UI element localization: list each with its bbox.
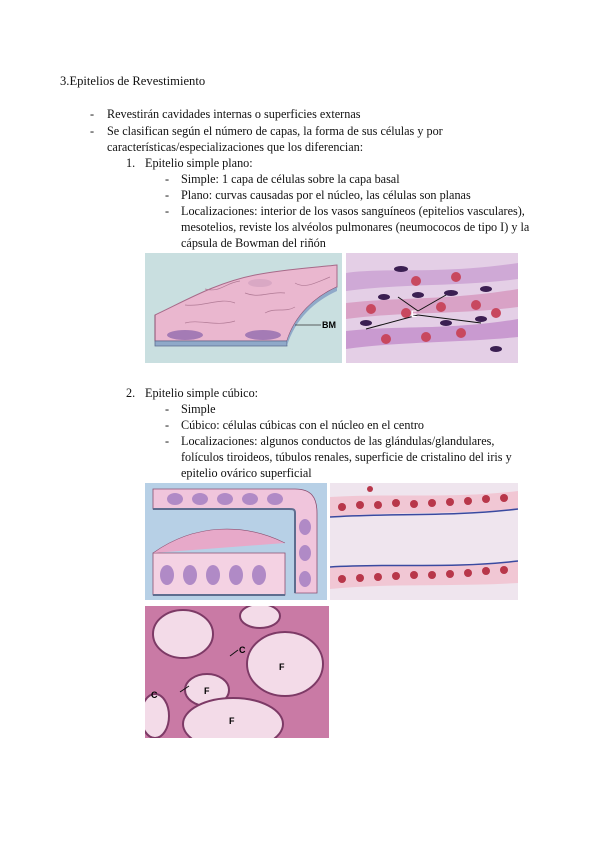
type-2-detail-3: Localizaciones: algunos conductos de las glándulas/glandulares, [181, 434, 495, 448]
type-1-detail-3-cont: mesotelios, reviste los alvéolos pulmonares (neumococos de tipo I) y la [181, 220, 530, 234]
type-1-detail-1: Simple: 1 capa de células sobre la capa basal [181, 172, 400, 186]
bullet-dash: - [165, 434, 170, 448]
section-title: 3.Epitelios de Revestimiento [60, 74, 206, 88]
type-2-name: Epitelio simple cúbico: [145, 386, 259, 400]
type-2-detail-3-cont2: epitelio ovárico superficial [181, 466, 312, 480]
type-1-number: 1. [126, 156, 136, 170]
bm-label: BM [322, 320, 336, 330]
type-1-detail-2: Plano: curvas causadas por el núcleo, las células son planas [181, 188, 471, 202]
c-label-2: C [151, 690, 158, 700]
bullet-dash: - [165, 204, 170, 218]
intro-bullet-2-cont: características/especializaciones que los diferencian: [107, 140, 364, 154]
simple-squamous-diagram [145, 253, 342, 363]
type-2-detail-1: Simple [181, 402, 216, 416]
type-2-detail-3-cont: folículos tiroideos, túbulos renales, superficie de cristalino del iris y [181, 450, 512, 464]
type-2-number: 2. [126, 386, 136, 400]
type-1-name: Epitelio simple plano: [145, 156, 253, 170]
bullet-dash: - [165, 188, 170, 202]
bullet-dash: - [90, 124, 95, 138]
e-label: E [411, 309, 418, 319]
type-1-detail-3-cont2: cápsula de Bowman del riñón [181, 236, 326, 250]
simple-cuboidal-diagram [145, 483, 327, 600]
f-label-2: F [204, 686, 210, 696]
type-1-detail-3: Localizaciones: interior de los vasos sanguíneos (epitelios vasculares), [181, 204, 525, 218]
simple-cuboidal-micrograph [330, 483, 518, 600]
bullet-dash: - [90, 107, 95, 121]
bullet-dash: - [165, 172, 170, 186]
intro-bullet-2: Se clasifican según el número de capas, la forma de sus células y por [107, 124, 443, 138]
intro-bullet-1: Revestirán cavidades internas o superficies externas [107, 107, 361, 121]
thyroid-follicle-micrograph [145, 606, 329, 738]
bullet-dash: - [165, 402, 170, 416]
f-label-3: F [229, 716, 235, 726]
f-label-1: F [279, 662, 285, 672]
bullet-dash: - [165, 418, 170, 432]
type-2-detail-2: Cúbico: células cúbicas con el núcleo en el centro [181, 418, 424, 432]
c-label-1: C [239, 645, 246, 655]
simple-squamous-micrograph [346, 253, 518, 363]
